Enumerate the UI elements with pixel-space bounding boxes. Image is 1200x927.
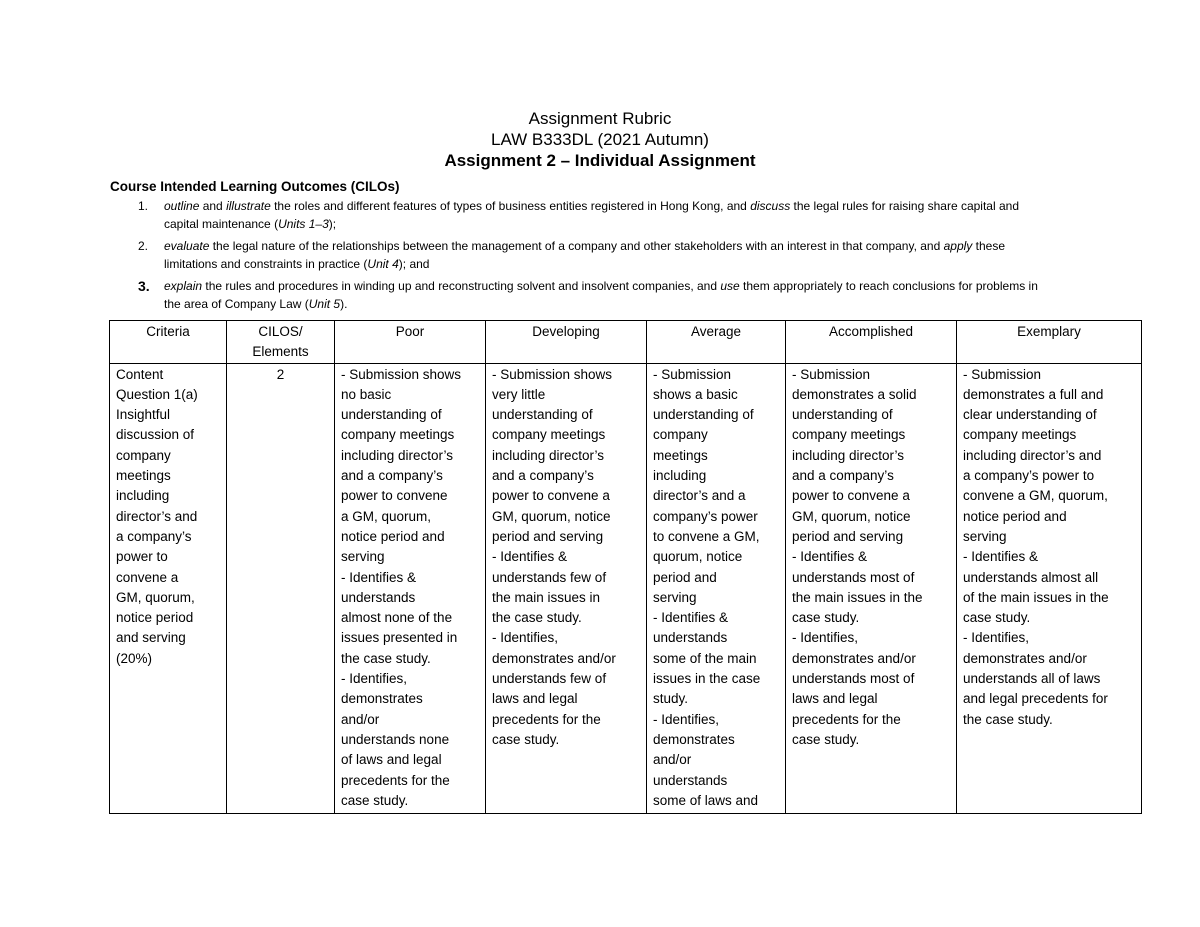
cell-text-line: director’s and bbox=[116, 508, 198, 524]
criteria-cell bbox=[110, 363, 227, 813]
cell-text-line: clear understanding of bbox=[963, 407, 1097, 423]
cell-text-line: demonstrates and/or bbox=[492, 650, 616, 666]
cilo-number: 3. bbox=[138, 278, 150, 294]
cell-text-line: and a company’s bbox=[792, 468, 894, 484]
cilo-text-line: outline and illustrate the roles and different features of types of business entities registered in Hong Kong, and discuss the legal rules for raising share capital and bbox=[164, 199, 1019, 213]
cell-text-line: - Submission shows bbox=[492, 366, 613, 382]
cell-text-line: some of the main bbox=[653, 650, 757, 666]
header-cilos bbox=[227, 321, 335, 364]
accomplished-cell bbox=[786, 363, 957, 813]
cell-text-line: - Submission bbox=[653, 366, 732, 382]
cell-text-line: understands most of bbox=[792, 569, 915, 585]
cell-text-line: of laws and legal bbox=[341, 752, 442, 768]
cell-text-line: notice period bbox=[116, 610, 194, 626]
cilo-list bbox=[110, 197, 1110, 313]
cell-text-line: director’s and a bbox=[653, 488, 746, 504]
cilo-text-line: the area of Company Law (Unit 5). bbox=[164, 297, 348, 311]
cell-text-line: understands most of bbox=[792, 671, 915, 687]
cell-text-line: company meetings bbox=[963, 427, 1077, 443]
cell-text-line: quorum, notice bbox=[653, 549, 743, 565]
cell-text-line: power to convene a bbox=[492, 488, 610, 504]
cell-text-line: - Identifies, bbox=[963, 630, 1030, 646]
cell-text-line: - Identifies & bbox=[653, 610, 729, 626]
cell-text-line: case study. bbox=[492, 731, 560, 747]
title-block bbox=[0, 108, 1200, 172]
assignment-title: Assignment 2 – Individual Assignment bbox=[444, 151, 756, 170]
cell-text-line: including bbox=[116, 488, 170, 504]
cell-text-line: understands none bbox=[341, 731, 450, 747]
cell-text-line: convene a GM, quorum, bbox=[963, 488, 1108, 504]
cell-text-line: demonstrates a full and bbox=[963, 386, 1104, 402]
header-text-line: CILOS/ bbox=[258, 324, 303, 339]
cell-text-line: GM, quorum, notice bbox=[792, 508, 911, 524]
cell-text-line: laws and legal bbox=[492, 691, 578, 707]
cilo-number: 2. bbox=[138, 239, 149, 253]
cell-text-line: demonstrates a solid bbox=[792, 386, 917, 402]
cell-text-line: understanding of bbox=[653, 407, 754, 423]
cell-text-line: issues presented in bbox=[341, 630, 458, 646]
cell-text-line: and a company’s bbox=[341, 468, 443, 484]
cell-text-line: power to convene a bbox=[792, 488, 910, 504]
cell-text-line: GM, quorum, bbox=[116, 589, 195, 605]
cell-text-line: - Identifies & bbox=[341, 569, 417, 585]
cell-text-line: power to bbox=[116, 549, 168, 565]
cell-text-line: understands bbox=[653, 772, 728, 788]
header-average: Average bbox=[647, 321, 786, 364]
cell-text-line: serving bbox=[341, 549, 385, 565]
cell-text-line: company meetings bbox=[792, 427, 906, 443]
cell-text-line: precedents for the bbox=[492, 711, 601, 727]
cell-text-line: and a company’s bbox=[492, 468, 594, 484]
cilo-heading: Course Intended Learning Outcomes (CILOs) bbox=[110, 179, 400, 194]
cell-text-line: the main issues in the bbox=[792, 589, 923, 605]
cell-text-line: (20%) bbox=[116, 650, 153, 666]
cell-text-line: - Identifies, bbox=[341, 671, 408, 687]
cell-text-line: and/or bbox=[653, 752, 692, 768]
header-developing: Developing bbox=[486, 321, 647, 364]
cell-text-line: - Identifies & bbox=[963, 549, 1039, 565]
cell-text-line: including director’s bbox=[341, 447, 454, 463]
cell-text-line: the case study. bbox=[963, 711, 1053, 727]
cell-text-line: case study. bbox=[792, 731, 860, 747]
cell-text-line: understands bbox=[653, 630, 728, 646]
cell-text-line: discussion of bbox=[116, 427, 195, 443]
cell-text-line: including director’s bbox=[492, 447, 605, 463]
cell-text-line: the case study. bbox=[341, 650, 431, 666]
cilo-item-2 bbox=[110, 237, 1110, 273]
cell-text-line: precedents for the bbox=[341, 772, 450, 788]
cell-text-line: study. bbox=[653, 691, 689, 707]
cell-text-line: convene a bbox=[116, 569, 179, 585]
cell-text-line: understanding of bbox=[341, 407, 442, 423]
cell-text-line: period and bbox=[653, 569, 717, 585]
cell-text-line: - Identifies, bbox=[792, 630, 859, 646]
cilo-text-line: limitations and constraints in practice (Unit 4); and bbox=[164, 257, 430, 271]
cell-text-line: company bbox=[653, 427, 708, 443]
table-row bbox=[110, 363, 1142, 813]
cilo-number: 1. bbox=[138, 199, 149, 213]
header-text-line: Elements bbox=[252, 344, 309, 360]
cell-text-line: company meetings bbox=[341, 427, 455, 443]
rubric-table bbox=[109, 320, 1142, 814]
cell-text-line: understands few of bbox=[492, 671, 607, 687]
cell-text-line: Insightful bbox=[116, 407, 171, 423]
poor-cell bbox=[335, 363, 486, 813]
cell-text-line: - Identifies, bbox=[653, 711, 720, 727]
cell-text-line: meetings bbox=[653, 447, 708, 463]
header-poor: Poor bbox=[335, 321, 486, 364]
exemplary-cell bbox=[957, 363, 1142, 813]
cell-text-line: notice period and bbox=[341, 528, 445, 544]
cell-text-line: understanding of bbox=[792, 407, 893, 423]
cell-text-line: a company’s power to bbox=[963, 468, 1095, 484]
cell-text-line: a GM, quorum, bbox=[341, 508, 432, 524]
document-title: Assignment Rubric bbox=[528, 109, 672, 128]
cell-text-line: case study. bbox=[792, 610, 860, 626]
cell-text-line: understands all of laws bbox=[963, 671, 1101, 687]
cell-text-line: case study. bbox=[963, 610, 1031, 626]
cell-text-line: demonstrates bbox=[341, 691, 423, 707]
cell-text-line: including bbox=[653, 468, 707, 484]
cell-text-line: company’s power bbox=[653, 508, 758, 524]
cell-text-line: - Identifies & bbox=[792, 549, 868, 565]
cell-text-line: period and serving bbox=[792, 528, 904, 544]
cell-text-line: - Submission bbox=[963, 366, 1042, 382]
cell-text-line: some of laws and bbox=[653, 792, 759, 808]
header-accomplished: Accomplished bbox=[786, 321, 957, 364]
cell-text-line: understands almost all bbox=[963, 569, 1099, 585]
cell-text-line: understands few of bbox=[492, 569, 607, 585]
cell-text-line: demonstrates bbox=[653, 731, 735, 747]
table-header-row bbox=[110, 321, 1142, 364]
cell-text-line: precedents for the bbox=[792, 711, 901, 727]
cell-text-line: Content bbox=[116, 366, 164, 382]
developing-cell bbox=[486, 363, 647, 813]
cell-text-line: - Identifies & bbox=[492, 549, 568, 565]
cell-text-line: demonstrates and/or bbox=[963, 650, 1087, 666]
cell-text-line: serving bbox=[963, 528, 1007, 544]
cilo-cell: 2 bbox=[227, 363, 335, 813]
cell-text-line: issues in the case bbox=[653, 671, 761, 687]
header-exemplary: Exemplary bbox=[957, 321, 1142, 364]
cell-text-line: understanding of bbox=[492, 407, 593, 423]
cell-text-line: very little bbox=[492, 386, 546, 402]
cell-text-line: - Submission shows bbox=[341, 366, 462, 382]
cell-text-line: company bbox=[116, 447, 171, 463]
cell-text-line: company meetings bbox=[492, 427, 606, 443]
cell-text-line: meetings bbox=[116, 468, 171, 484]
cell-text-line: shows a basic bbox=[653, 386, 738, 402]
cell-text-line: Question 1(a) bbox=[116, 386, 198, 402]
cell-text-line: - Submission bbox=[792, 366, 871, 382]
cell-text-line: a company’s bbox=[116, 528, 192, 544]
cell-text-line: notice period and bbox=[963, 508, 1067, 524]
course-code: LAW B333DL (2021 Autumn) bbox=[491, 130, 709, 149]
cell-text-line: to convene a GM, bbox=[653, 528, 760, 544]
cell-text-line: including director’s and bbox=[963, 447, 1102, 463]
average-cell bbox=[647, 363, 786, 813]
cell-text-line: period and serving bbox=[492, 528, 604, 544]
cell-text-line: - Identifies, bbox=[492, 630, 559, 646]
cilo-item-3 bbox=[110, 277, 1110, 313]
cell-text-line: understands bbox=[341, 589, 416, 605]
cilo-text-line: explain the rules and procedures in winding up and reconstructing solvent and insolvent companies, and use them appropriately to reach conclusions for problems in bbox=[164, 279, 1038, 293]
cilo-item-1 bbox=[110, 197, 1110, 233]
cilo-text-line: capital maintenance (Units 1–3); bbox=[164, 217, 337, 231]
cell-text-line: and/or bbox=[341, 711, 380, 727]
cell-text-line: including director’s bbox=[792, 447, 905, 463]
cell-text-line: laws and legal bbox=[792, 691, 878, 707]
cilo-text-line: evaluate the legal nature of the relationships between the management of a company and other stakeholders with an interest in that company, and apply these bbox=[164, 239, 1005, 253]
cell-text-line: the main issues in bbox=[492, 589, 601, 605]
cell-text-line: almost none of the bbox=[341, 610, 453, 626]
cell-text-line: serving bbox=[653, 589, 697, 605]
cell-text-line: the case study. bbox=[492, 610, 582, 626]
cell-text-line: case study. bbox=[341, 792, 409, 808]
cell-text-line: and legal precedents for bbox=[963, 691, 1108, 707]
cell-text-line: of the main issues in the bbox=[963, 589, 1109, 605]
cell-text-line: demonstrates and/or bbox=[792, 650, 916, 666]
cell-text-line: no basic bbox=[341, 386, 392, 402]
cell-text-line: and serving bbox=[116, 630, 186, 646]
cell-text-line: GM, quorum, notice bbox=[492, 508, 611, 524]
header-criteria: Criteria bbox=[110, 321, 227, 364]
cell-text-line: power to convene bbox=[341, 488, 448, 504]
